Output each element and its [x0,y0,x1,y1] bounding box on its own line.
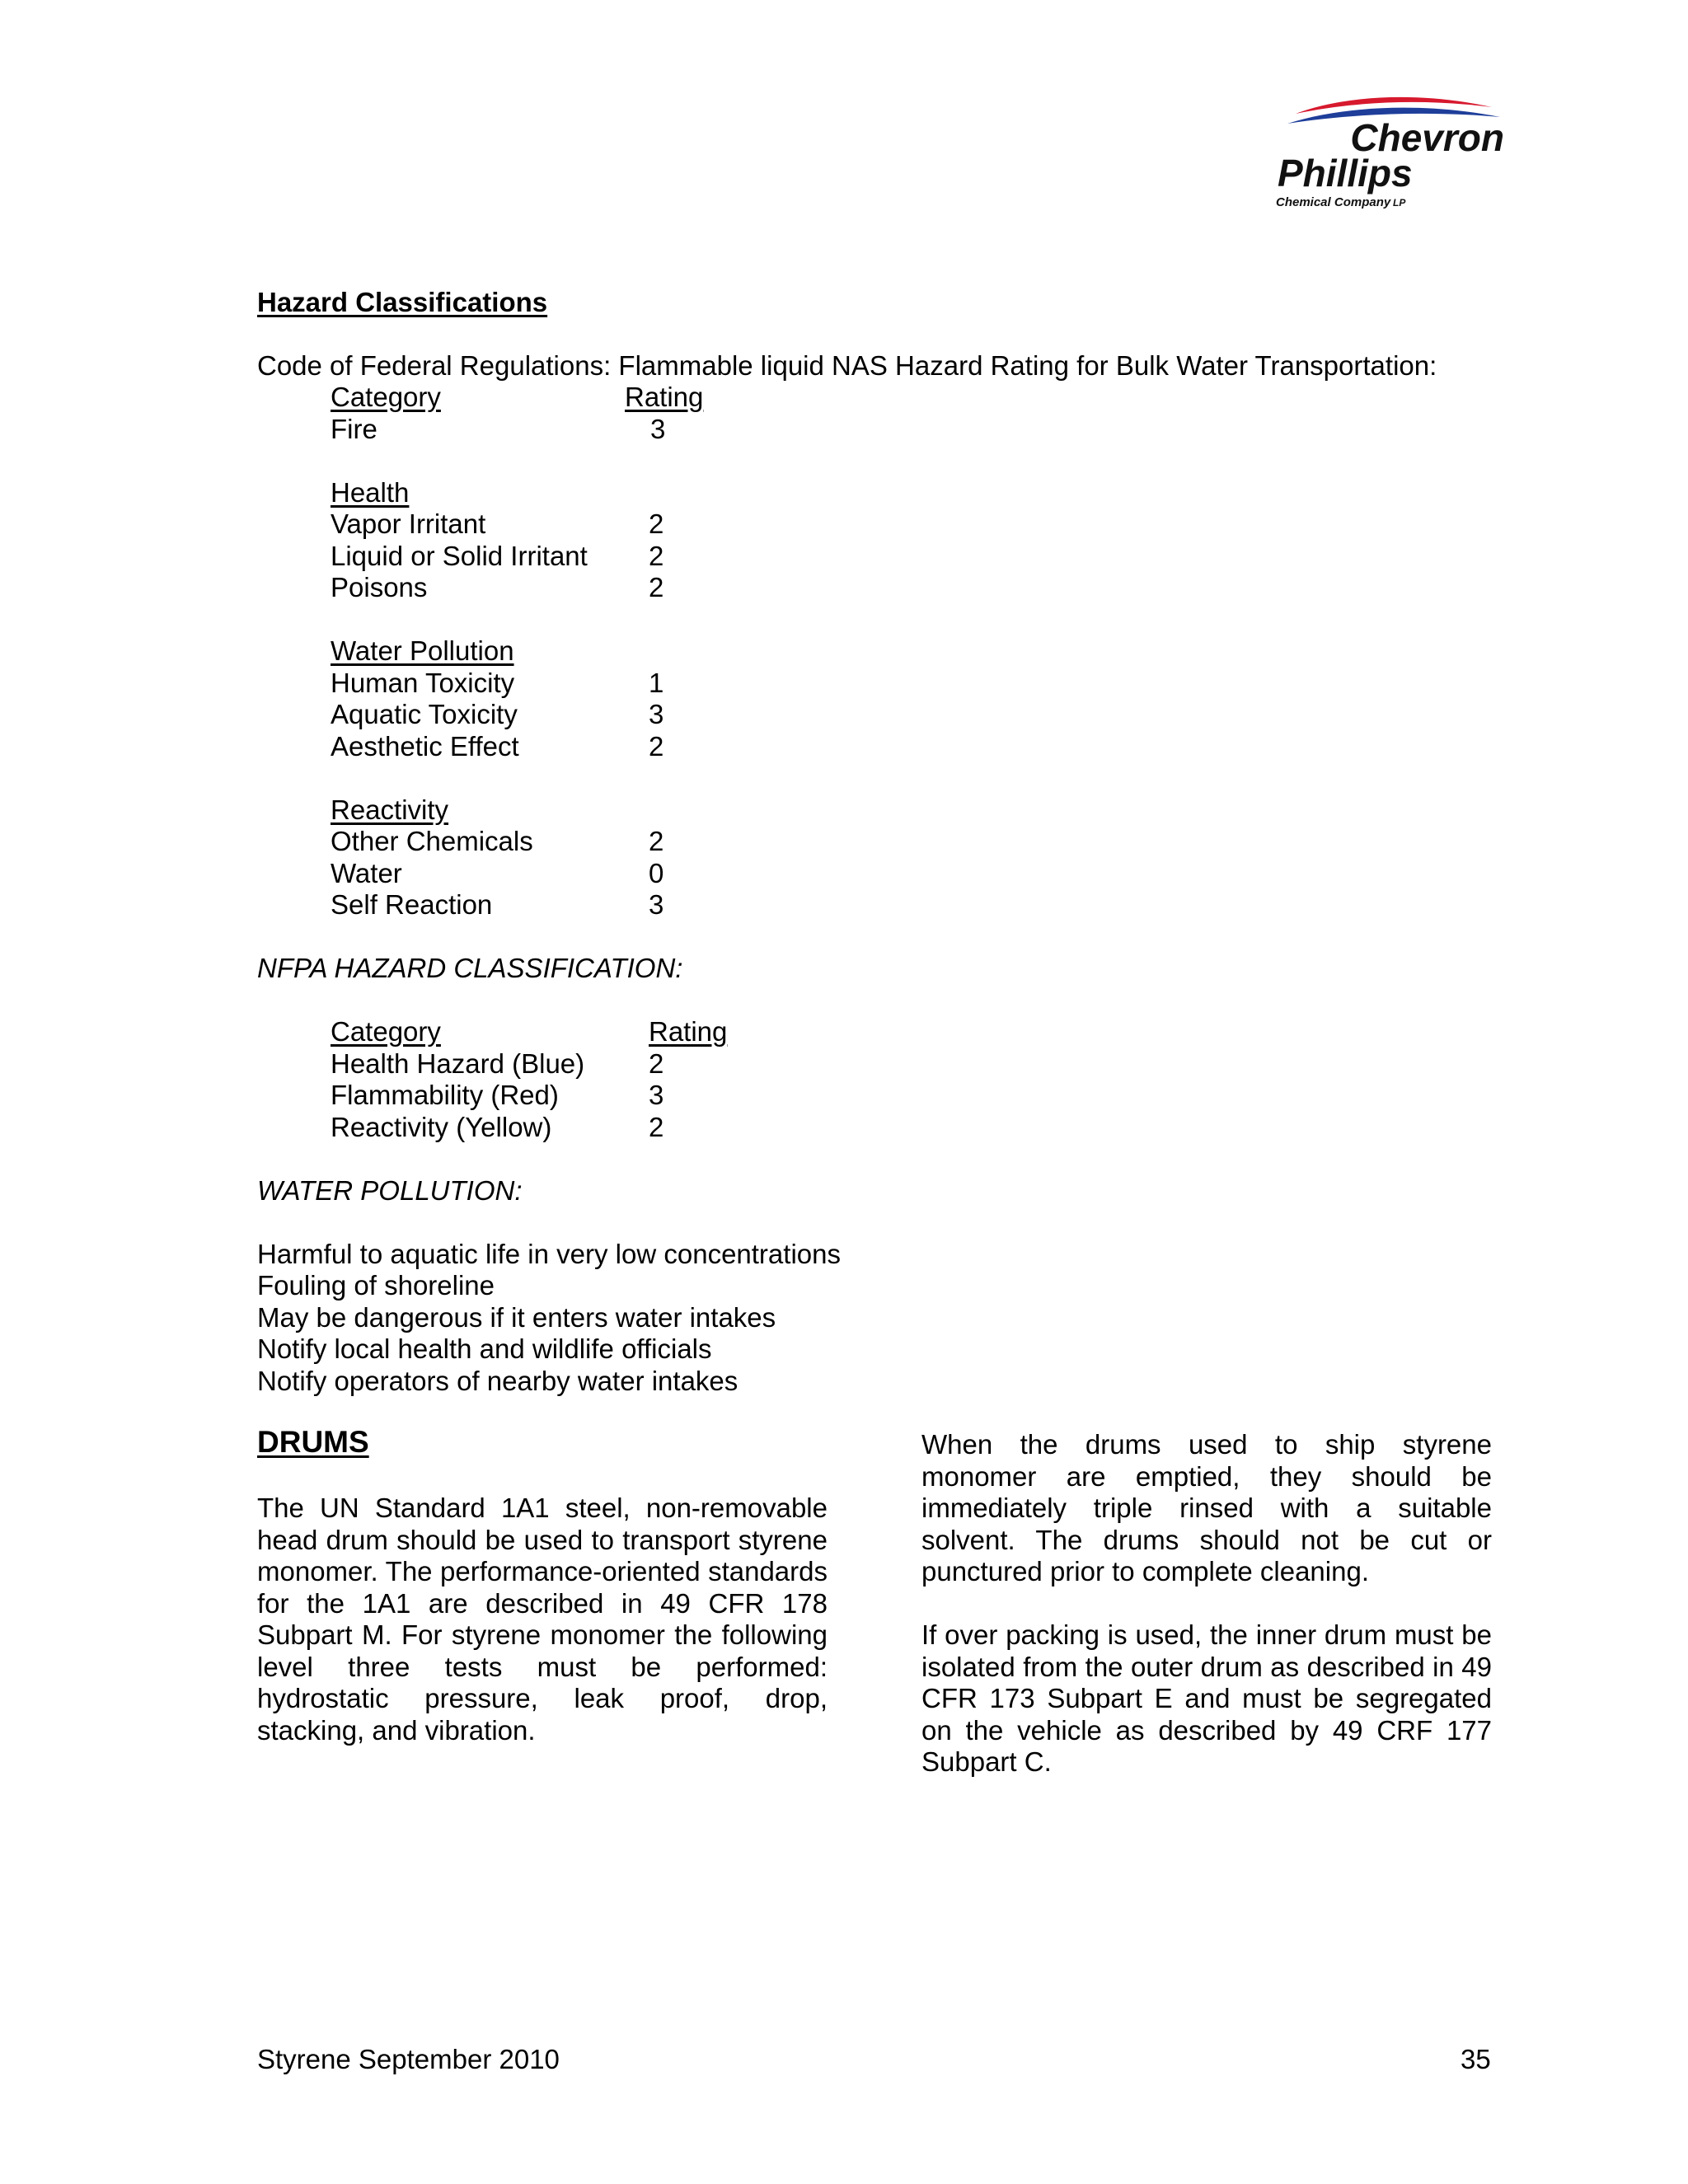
hazard-classifications-heading: Hazard Classifications [257,287,548,317]
logo-line2: Phillips [1278,152,1413,194]
nas-rating-header: Rating [625,382,704,412]
nfpa-row-label: Health Hazard (Blue) [331,1048,585,1079]
water-pollution-line: Notify operators of nearby water intakes [257,1366,738,1396]
footer-left: Styrene September 2010 [257,2044,560,2074]
drums-right-paragraph-2: If over packing is used, the inner drum must be isolated from the outer drum as described in 49 CFR 173 Subpart E and must be segregated on the vehicle as described by 49 CRF 177 Subpart C. [921,1619,1492,1777]
nfpa-row-value: 3 [649,1080,664,1110]
nas-reactivity-row-label: Other Chemicals [331,826,533,856]
nfpa-row-label: Reactivity (Yellow) [331,1112,552,1142]
nas-water-row-label: Aquatic Toxicity [331,699,518,729]
nas-reactivity-row-value: 3 [649,889,664,920]
nas-water-row-value: 2 [649,731,664,762]
nas-reactivity-row-label: Water [331,858,402,888]
drums-title: DRUMS [257,1425,369,1459]
chevron-phillips-logo [1269,89,1508,213]
nas-reactivity-row-label: Self Reaction [331,889,493,920]
nas-health-title: Health [331,477,410,508]
nas-health-row-value: 2 [649,509,664,539]
logo-suffix: LP [1393,197,1406,209]
nfpa-category-header: Category [331,1016,441,1047]
nas-reactivity-title: Reactivity [331,794,449,825]
nas-health-row-value: 2 [649,572,664,602]
logo-line1: Chevron [1350,116,1504,159]
nfpa-title: NFPA HAZARD CLASSIFICATION: [257,953,683,983]
nas-reactivity-row-value: 2 [649,826,664,856]
nfpa-rating-header: Rating [649,1016,728,1047]
cfr-line: Code of Federal Regulations: Flammable liquid NAS Hazard Rating for Bulk Water Transportation: [257,350,1437,381]
water-pollution-title: WATER POLLUTION: [257,1175,523,1206]
nas-water-pollution-title: Water Pollution [331,635,514,666]
nas-water-row-value: 1 [649,668,664,698]
nas-category-header: Category [331,382,441,412]
drums-left-column [257,1493,828,1746]
nas-health-row-value: 2 [649,541,664,571]
nas-fire-value: 3 [650,414,666,444]
drums-right-column [921,1429,1492,1779]
drums-right-paragraph-1: When the drums used to ship styrene monomer are emptied, they should be immediately triple rinsed with a suitable solvent. The drums should not be cut or punctured prior to complete cleaning. [921,1429,1492,1586]
logo-line3: Chemical Company [1276,195,1391,209]
nas-water-row-label: Aesthetic Effect [331,731,519,762]
nfpa-row-label: Flammability (Red) [331,1080,559,1110]
nas-health-row-label: Liquid or Solid Irritant [331,541,588,571]
nas-health-row-label: Vapor Irritant [331,509,486,539]
nas-water-row-label: Human Toxicity [331,668,515,698]
nas-fire-label: Fire [331,414,377,444]
nas-health-row-label: Poisons [331,572,428,602]
water-pollution-line: Notify local health and wildlife officials [257,1333,712,1364]
page-number: 35 [1461,2044,1491,2074]
nfpa-row-value: 2 [649,1048,664,1079]
nas-reactivity-row-value: 0 [649,858,664,888]
water-pollution-line: May be dangerous if it enters water intakes [257,1302,776,1333]
water-pollution-line: Harmful to aquatic life in very low concentrations [257,1239,841,1269]
water-pollution-line: Fouling of shoreline [257,1270,495,1301]
nas-water-row-value: 3 [649,699,664,729]
drums-left-paragraph: The UN Standard 1A1 steel, non-removable head drum should be used to transport styrene monomer. The performance-oriented standards for the 1A1 are described in 49 CFR 178 Subpart M. For styrene monomer the following level three tests must be performed: hydrostatic pressure, leak proof, drop, stacking, and vibration. [257,1493,828,1746]
nfpa-row-value: 2 [649,1112,664,1142]
